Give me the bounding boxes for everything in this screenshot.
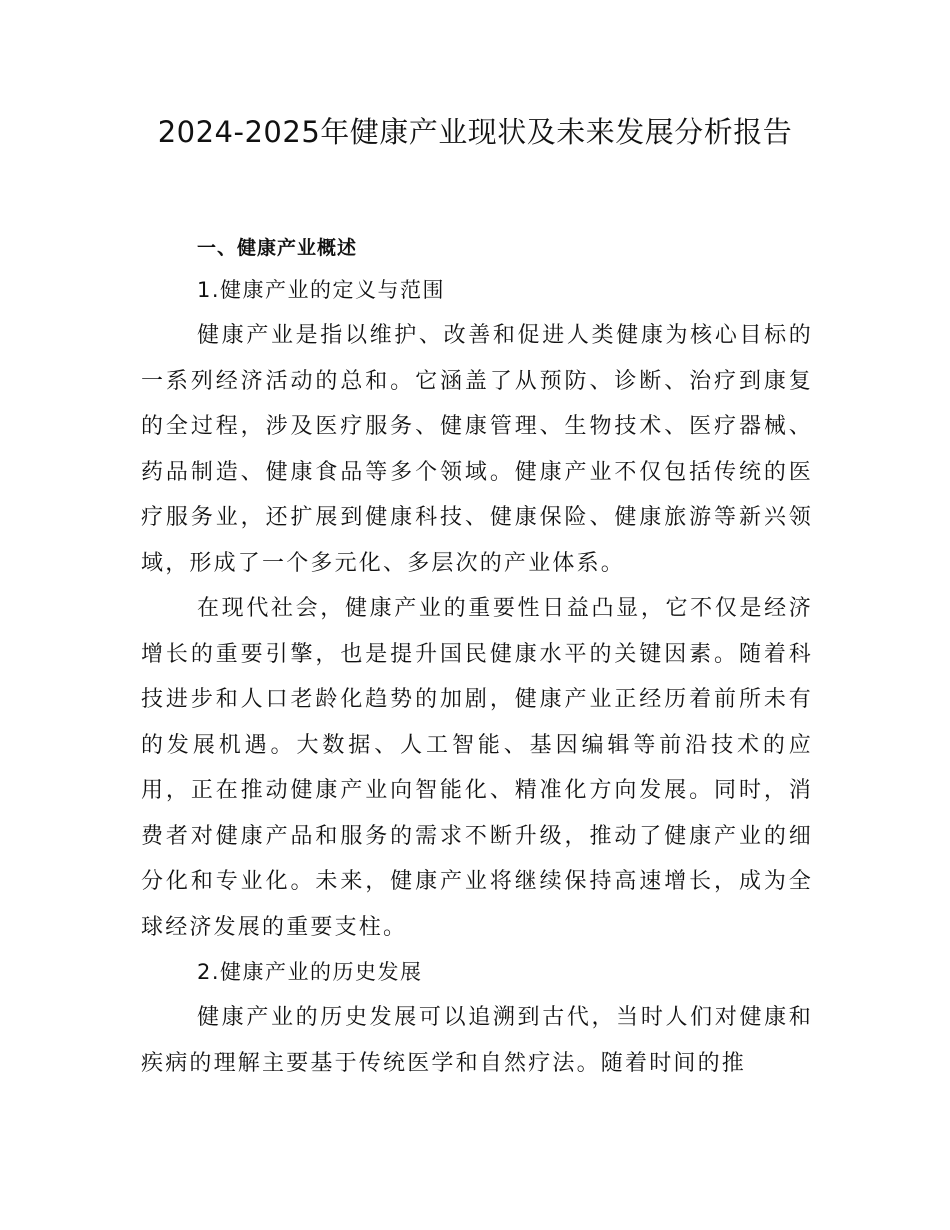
document-title: 2024-2025年健康产业现状及未来发展分析报告 bbox=[157, 115, 793, 149]
paragraph: 健康产业是指以维护、改善和促进人类健康为核心目标的一系列经济活动的总和。它涵盖了从预防、诊断、治疗到康复的全过程，涉及医疗服务、健康管理、生物技术、医疗器械、药品制造、健康食品等多个领域。健康产业不仅包括传统的医疗服务业，还扩展到健康科技、健康保险、健康旅游等新兴领域，形成了一个多元化、多层次的产业体系。 bbox=[141, 323, 813, 576]
paragraph: 在现代社会，健康产业的重要性日益凸显，它不仅是经济增长的重要引擎，也是提升国民健康水平的关键因素。随着科技进步和人口老龄化趋势的加剧，健康产业正经历着前所未有的发展机遇。大数据、人工智能、基因编辑等前沿技术的应用，正在推动健康产业向智能化、精准化方向发展。同时，消费者对健康产品和服务的需求不断升级，推动了健康产业的细分化和专业化。未来，健康产业将继续保持高速增长，成为全球经济发展的重要支柱。 bbox=[141, 596, 813, 940]
paragraph: 健康产业的历史发展可以追溯到古代，当时人们对健康和疾病的理解主要基于传统医学和自然疗法。随着时间的推 bbox=[141, 1005, 813, 1076]
section-heading: 一、健康产业概述 bbox=[197, 237, 358, 259]
subsection-heading: 2.健康产业的历史发展 bbox=[197, 960, 423, 984]
subsection-heading: 1.健康产业的定义与范围 bbox=[197, 278, 446, 302]
document-body bbox=[141, 228, 813, 1086]
